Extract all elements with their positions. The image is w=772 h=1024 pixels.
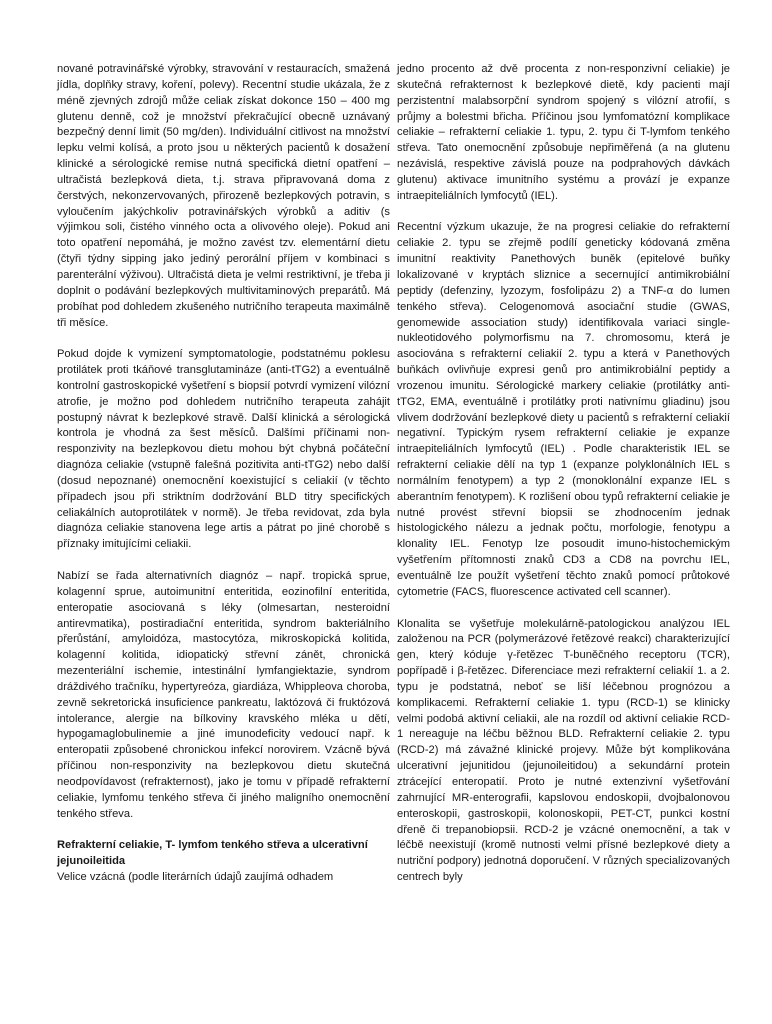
right-column [397, 62, 730, 886]
left-column [57, 62, 390, 886]
section-heading-refractory-celiac: Refrakterní celiakie, T- lymfom tenkého střeva a ulcerativní jejunoileitida [57, 839, 368, 868]
paragraph-return-to-diet: Pokud dojde k vymizení symptomatologie, podstatnému poklesu protilátek proti tkáňové transglutamináze (anti-tTG2) a eventuálně kontrolní gastroskopické vyšetření s biopsií potvrdí vymizení vilózní atrofie, je možno pod dohledem nutričního terapeuta zahájit postupný návrat k bezlepkové stravě. Další klinická a sérologická kontrola je vhodná za šest měsíců. Dalšími příčinami non-responzivity na bezlepkovou dietu mohou být chybná počáteční diagnóza celiakie (vstupně falešná pozitivita anti-tTG2) nebo další (dosud nepoznané) onemocnění koexistující s celiakií (v těchto případech jsou při striktním dodržování BLD titry specifických celiakálních autoprotilátek v normě). Je třeba revidovat, zda byla diagnóza celiakie stanovena lege artis a pátrat po jiné chorobě s příznaky imitujícími celiakii. [57, 348, 390, 551]
paragraph-clonality: Klonalita se vyšetřuje molekulárně-patologickou analýzou IEL založenou na PCR (polymerázové řetězové reakci) charakterizující gen, který kóduje γ-řetězec T-buněčného receptoru (TCR), popřípadě i β-řetězec. Diferenciace mezi refrakterní celiakií 1. a 2. typu je podstatná, neboť se liší léčebnou prognózou a komplikacemi. Refrakterní celiakie 1. typu (RCD-1) se klinicky velmi podobá aktivní celiakii, ale na rozdíl od aktivní celiakie RCD-1 nereaguje na léčbu běžnou BLD. Refrakterní celiakie 2. typu (RCD-2) má závažné klinické projevy. Může být komplikována ulcerativní jejunitidou (jejunoileitidou) a sekundární protein ztrácející enteropatií. Proto je nutné extenzivní vyšetřování zahrnující MR-enterografii, kapslovou endoskopii, dvojbalonovou enteroskopii, gastroskopii, kolonoskopii, PET-CT, punkci kostní dřeně či trepanobiopsii. RCD-2 je vzácné onemocnění, a tak v léčbě neexistují (kromě nutnosti velmi přísné bezlepkové diety a nutriční podpory) jednotná doporučení. V různých specializovaných centrech byly [397, 617, 730, 884]
paragraph-very-rare: Velice vzácná (podle literárních údajů zaujímá odhadem [57, 871, 334, 884]
paragraph-true-refractoriness: jedno procento až dvě procenta z non-responzivní celiakie) je skutečná refrakternost k bezlepkové dietě, kdy pacienti mají perzistentní malabsorpční syndrom spojený s vilózní atrofií, s průjmy a bolestmi břicha. Příčinou jsou lymfomatózní komplikace celiakie – refrakterní celiakie 1. typu, 2. typu či T-lymfom tenkého střeva. Tato onemocnění způsobuje nepřiměřená (a na glutenu nezávislá, respektive závislá pouze na podprahových dávkách glutenu) aktivace imunitního systému a provází je expanze intraepiteliálních lymfocytů (IEL). [397, 63, 730, 202]
paragraph-recent-research: Recentní výzkum ukazuje, že na progresi celiakie do refrakterní celiakie 2. typu se zřejmě podílí geneticky kódovaná změna imunitní reaktivity Panethových buněk (epitelové buňky lokalizované v kryptách sliznice a secernující antimikrobiální peptidy (defenziny, lyzozym, fosfolipázu 2) a TNF-α do lumen tenkého střeva). Celogenomová asociační studie (GWAS, genomewide association study) identifikovala variaci single-nukleotidového polymorfismu na 7. chromosomu, která je asociována s refrakterní celiakií 2. typu a která v Panethových buňkách ovlivňuje expresi genů pro antimikrobiální peptidy a vrozenou imunitu. Sérologické markery celiakie (protilátky anti-tTG2, EMA, eventuálně i protilátky proti nativnímu gliadinu) jsou vlivem dodržování bezlepkové diety u pacientů s refrakterní celiakií negativní. Typickým rysem refrakterní celiakie je expanze intraepiteliálních lymfocytů (IEL) . Podle charakteristik IEL se refrakterní celiakie dělí na typ 1 (expanze polyklonálních IEL s normálním fenotypem) a typ 2 (monoklonální expanze IEL s aberantním fenotypem). K rozlišení obou typů refrakterní celiakie je nutné provést střevní biopsii se zhodnocením jednak histologického nálezu a jednak počtu, morfologie, fenotypu a klonality IEL. Fenotyp lze posoudit imuno-histochemickým vyšetřením přítomnosti znaků CD3 a CD8 na povrchu IEL, eventuálně lze použít vyšetření těchto znaků pomocí průtokové cytometrie (FACS, fluorescence activated cell scanner). [397, 221, 730, 598]
paragraph-gluten-sources: nované potravinářské výrobky, stravování v restauracích, smažená jídla, doplňky stravy, koření, polevy). Recentní studie ukázala, že z méně zjevných zdrojů může celiak získat dokonce 150 – 400 mg glutenu denně, což je množství překračující obecně uznávaný bezpečný denní limit (50 mg/den). Individuální citlivost na množství lepku velmi kolísá, a proto jsou u některých pacientů k dosažení klinické a sérologické remise nutná specifická dietní opatření – ultračistá bezlepková dieta, t.j. strava připravovaná doma z čerstvých, nekonzervovaných, přirozeně bezlepkových potravin, s vyloučením jakýchkoliv potravinářských výrobků a aditiv (s výjimkou soli, čistého vinného octa a olivového oleje). Pokud ani toto opatření nepomáhá, je možno zavést tzv. elementární dietu (čtyři týdny sipping jako jediný perorální příjem v kombinaci s parenterální výživou). Ultračistá dieta je velmi restriktivní, je třeba ji doplnit o podávání bezlepkových multivitaminových preparátů. Má probíhat pod dohledem zkušeného nutričního terapeuta maximálně tři měsíce. [57, 63, 390, 329]
paragraph-alternative-diagnoses: Nabízí se řada alternativních diagnóz – např. tropická sprue, kolagenní sprue, autoimunitní enteritida, eozinofilní enteritida, enteropatie asociovaná s léky (olmesartan, nesteroidní antirevmatika), postiradiační enteritida, syndrom bakteriálního přerůstání, amyloidóza, mastocytóza, mikroskopická kolitida, kolagenní kolitida, idiopatický střevní zánět, chronická mezenteriální ischemie, intestinální lymfangiektazie, syndrom dráždivého tračníku, hypertyreóza, giardiáza, Whippleova choroba, zevně sekretorická insuficience pankreatu, laktózová či fruktózová intolerance, alergie na bílkoviny kravského mléka u dětí, hypogamaglobulinemie a jiné imunodeficity vedoucí např. k enteropatii způsobené chronickou infekcí norovirem. Vzácně bývá příčinou non-responzivity na bezlepkovou dietu skutečná neodpovídavost (refrakternost), jako je tomu v případě refrakterní celiakie, lymfomu tenkého střeva či jiného maligního onemocnění tenkého střeva. [57, 570, 390, 820]
